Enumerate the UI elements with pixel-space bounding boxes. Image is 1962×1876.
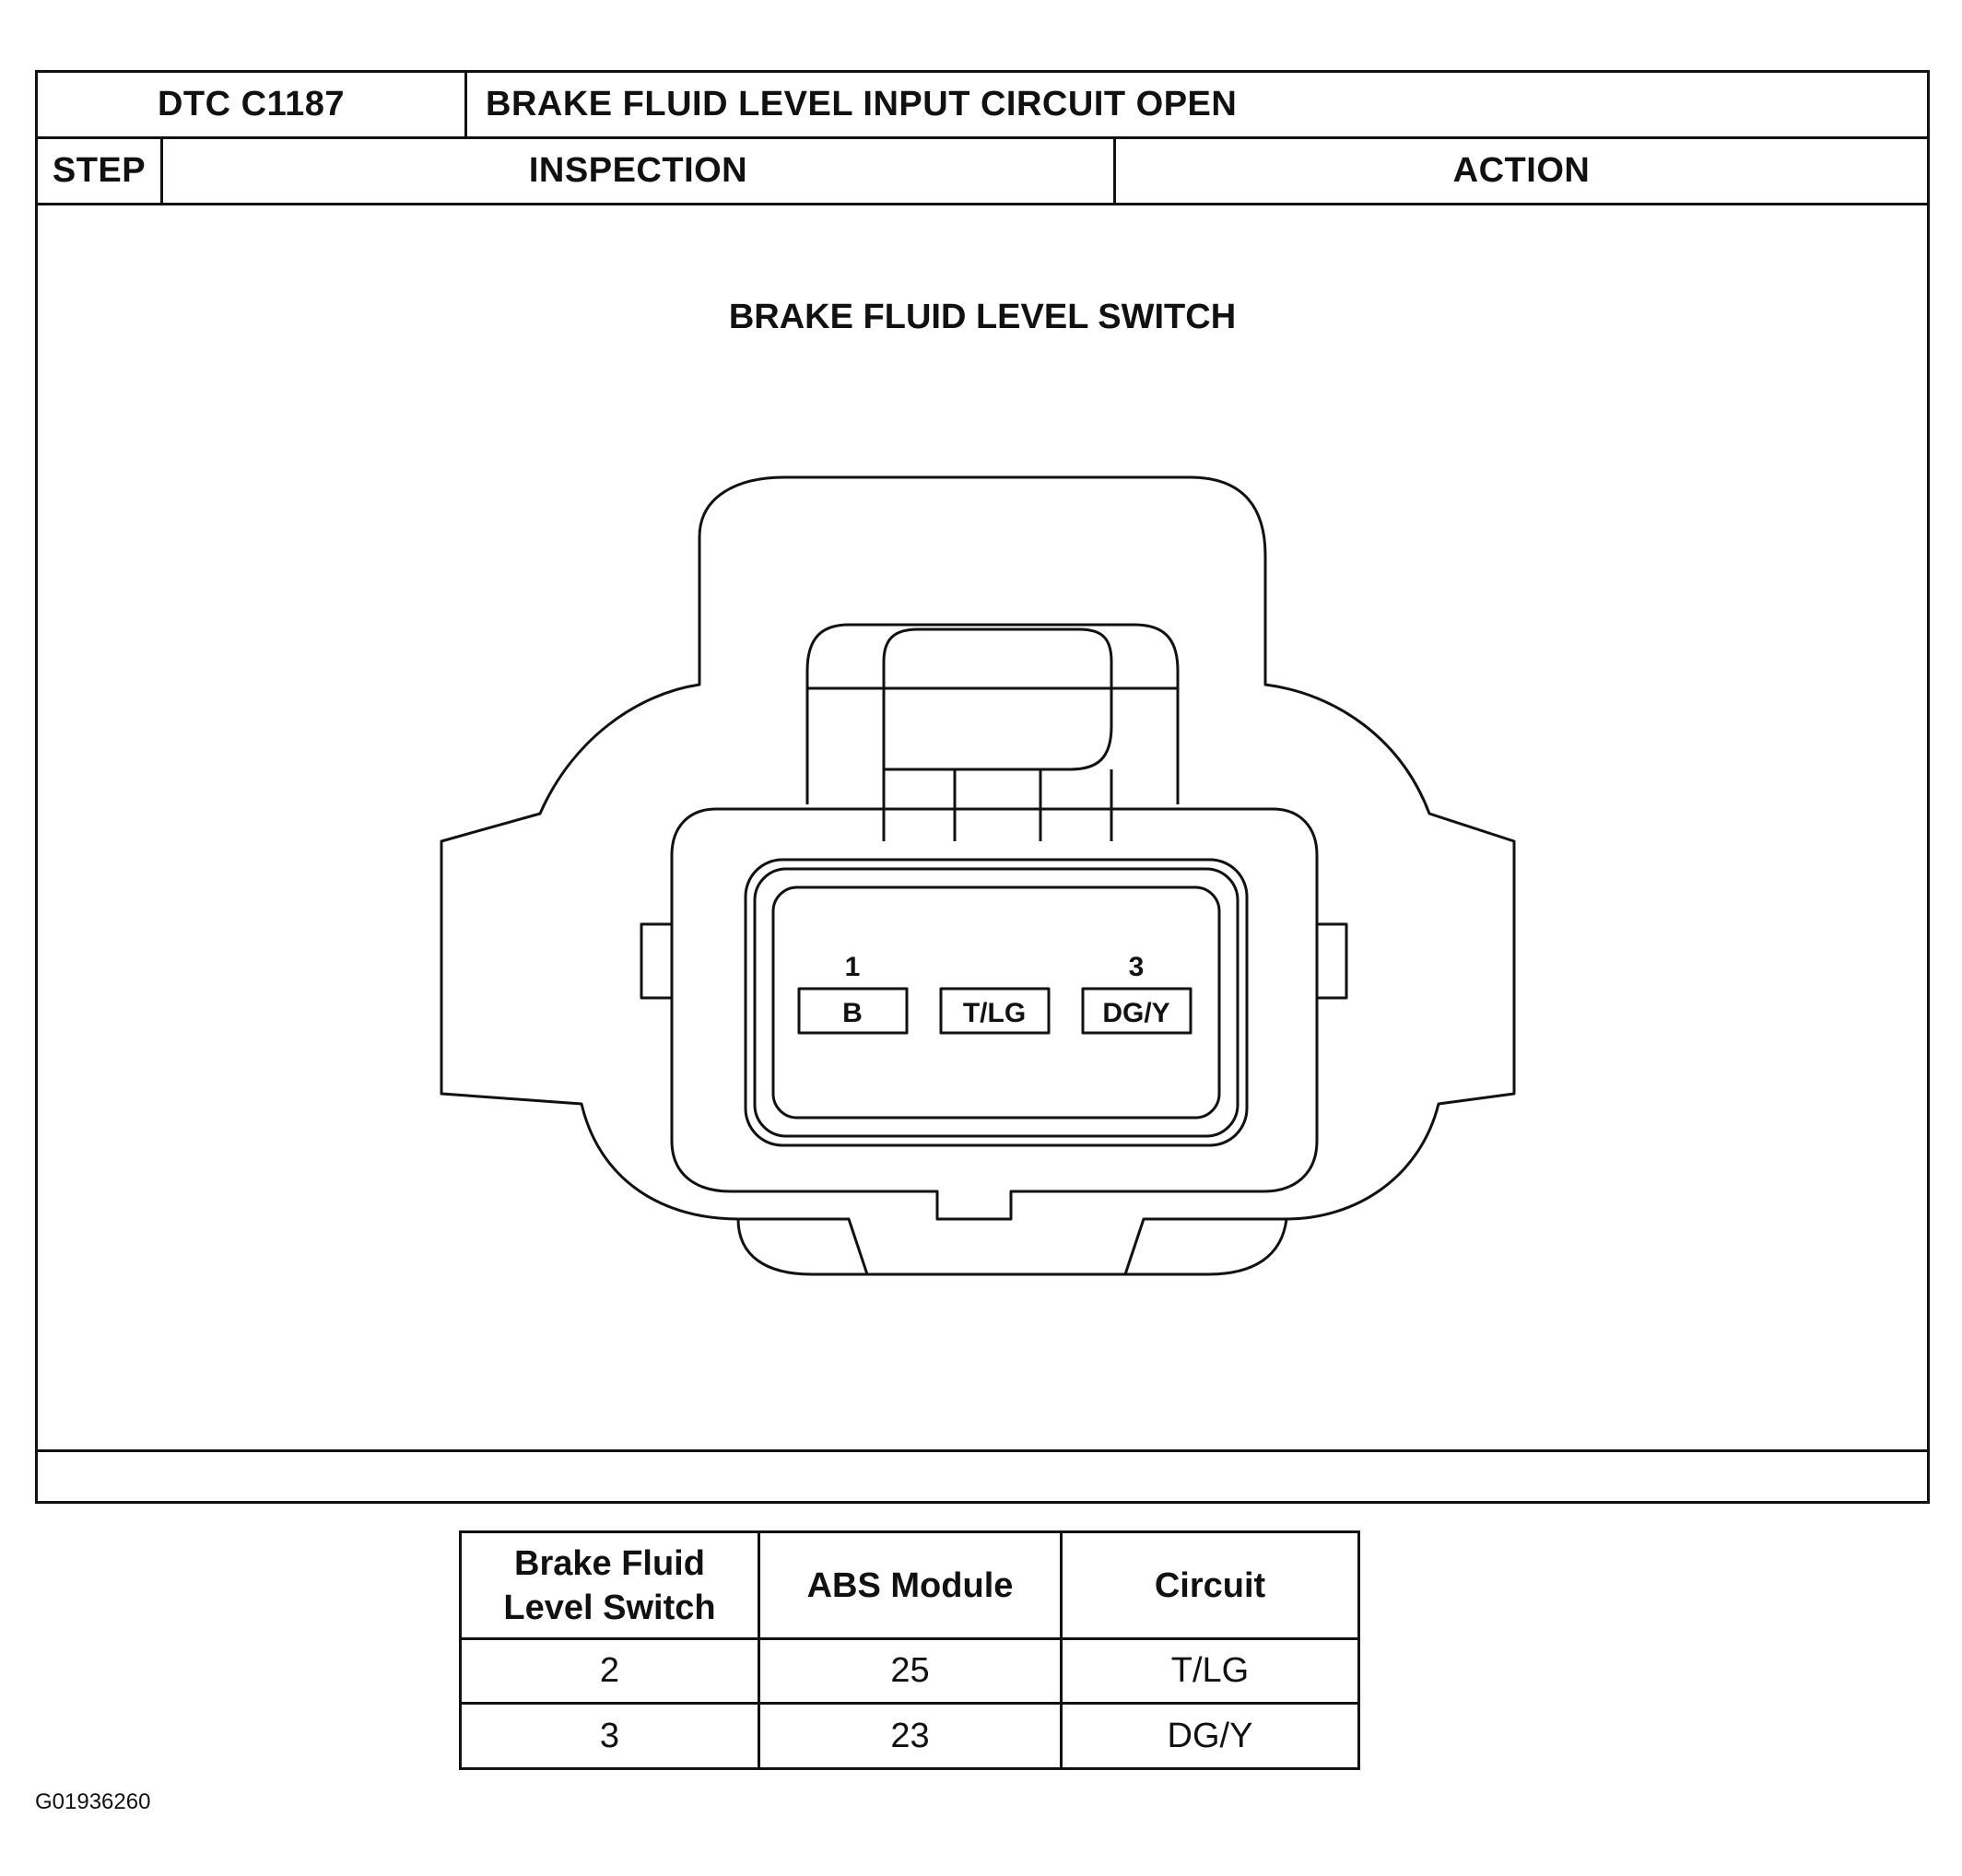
table-row bbox=[462, 1705, 1357, 1767]
right-side-tab bbox=[1317, 924, 1346, 998]
pin-table-header bbox=[462, 1533, 1357, 1640]
inspection-header: INSPECTION bbox=[163, 139, 1116, 203]
column-header-row bbox=[38, 139, 1927, 205]
pin-2-wire: T/LG bbox=[962, 998, 1027, 1028]
connector-face-drawing bbox=[38, 205, 1927, 1449]
left-side-tab bbox=[641, 924, 672, 998]
pin-table-header-cell: Brake Fluid Level Switch bbox=[462, 1533, 760, 1637]
table-cell: T/LG bbox=[1170, 1651, 1250, 1690]
table-cell: 23 bbox=[760, 1705, 1063, 1767]
pin-3-number: 3 bbox=[1128, 952, 1145, 982]
lock-tab-latch bbox=[884, 629, 1111, 769]
pin-1-number: 1 bbox=[844, 952, 861, 982]
bottom-rule bbox=[38, 1449, 1927, 1452]
diagram-area bbox=[38, 205, 1927, 1449]
table-cell: 2 bbox=[462, 1640, 760, 1702]
dtc-table bbox=[35, 70, 1930, 1504]
lock-tab-frame bbox=[807, 625, 1178, 804]
bottom-lug-left bbox=[738, 1219, 867, 1274]
table-cell: DG/Y bbox=[1167, 1716, 1253, 1755]
diagram-title: BRAKE FLUID LEVEL SWITCH bbox=[728, 298, 1237, 336]
table-cell: 3 bbox=[462, 1705, 760, 1767]
pin-1-wire: B bbox=[842, 998, 863, 1028]
dtc-title-row bbox=[38, 73, 1927, 139]
table-row bbox=[462, 1640, 1357, 1705]
figure-id: G01936260 bbox=[35, 1789, 151, 1814]
table-cell: 25 bbox=[760, 1640, 1063, 1702]
action-header: ACTION bbox=[1452, 151, 1591, 190]
connector-housing-outline bbox=[441, 477, 1514, 1274]
pin-3-wire: DG/Y bbox=[1102, 998, 1170, 1028]
pin-table-header-cell: ABS Module bbox=[760, 1533, 1063, 1637]
pin-table-header-cell: Circuit bbox=[1154, 1565, 1266, 1605]
dtc-code: DTC C1187 bbox=[38, 73, 467, 136]
dtc-title: BRAKE FLUID LEVEL INPUT CIRCUIT OPEN bbox=[486, 85, 1238, 123]
step-header: STEP bbox=[38, 139, 163, 203]
pin-table bbox=[459, 1530, 1360, 1770]
bottom-lug-right bbox=[1125, 1219, 1286, 1274]
